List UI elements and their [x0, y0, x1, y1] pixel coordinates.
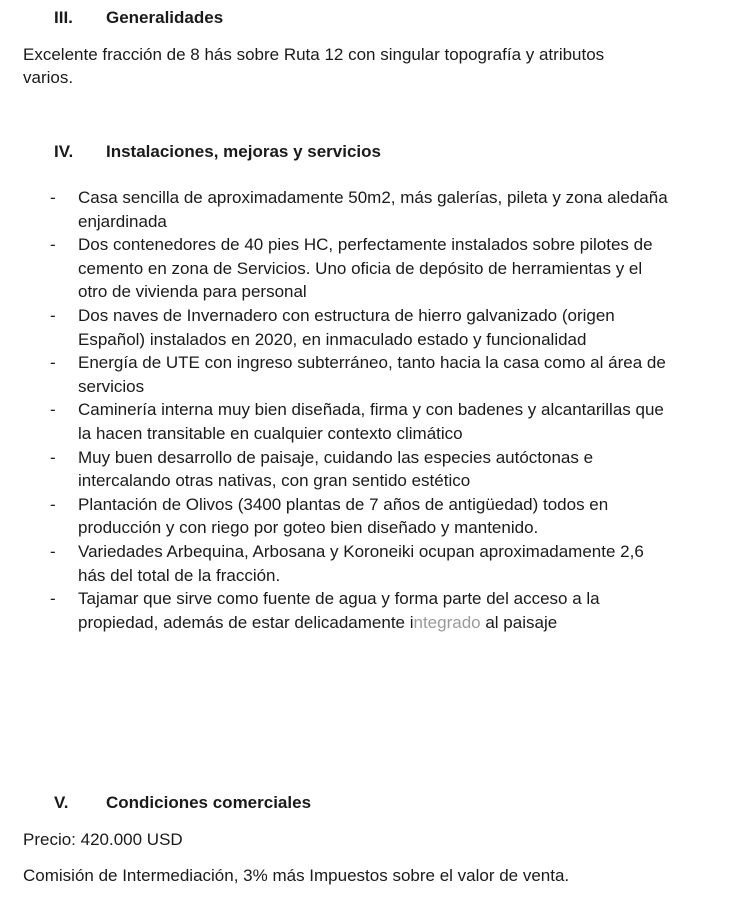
list-item: - Energía de UTE con ingreso subterráneo, tanto hacia la casa como al área de servicios — [50, 353, 666, 396]
section-iii-body: Excelente fracción de 8 hás sobre Ruta 12 con singular topografía y atributos varios. — [23, 45, 605, 87]
price-text: Precio: 420.000 USD — [23, 830, 183, 849]
section-v-number: V. — [54, 793, 69, 812]
list-item: - Dos contenedores de 40 pies HC, perfectamente instalados sobre pilotes de cemento en zona de Servicios. Uno oficia de depósito de herramientas y el otro de vivienda para personal — [50, 235, 653, 302]
bullet-dash: - — [50, 589, 56, 609]
section-iv-title: Instalaciones, mejoras y servicios — [106, 142, 381, 161]
bullet-dash: - — [50, 541, 56, 561]
bullet-dash: - — [50, 353, 56, 373]
list-item: - Caminería interna muy bien diseñada, firma y con badenes y alcantarillas que la hacen transitable en cualquier contexto climático — [50, 400, 664, 443]
bullet-dash: - — [50, 305, 56, 325]
list-item: - Muy buen desarrollo de paisaje, cuidando las especies autóctonas e intercalando otras nativas, con gran sentido estético — [50, 447, 594, 491]
list-item: - Variedades Arbequina, Arbosana y Koroneiki ocupan aproximadamente 2,6 hás del total de la fracción. — [50, 541, 644, 585]
list-item: - Plantación de Olivos (3400 plantas de 7 años de antigüedad) todos en producción y con riego por goteo bien diseñado y mantenido. — [50, 494, 609, 538]
section-v-heading — [54, 792, 311, 814]
list-item: - Tajamar que sirve como fuente de agua y forma parte del acceso a la propiedad, además de estar delicadamente integrado al paisaje — [50, 589, 600, 632]
features-list — [50, 186, 675, 634]
bullet-dash: - — [50, 235, 56, 255]
section-iii-heading — [54, 7, 223, 29]
commission-text: Comisión de Intermediación, 3% más Impuestos sobre el valor de venta. — [23, 866, 570, 885]
list-item: - Dos naves de Invernadero con estructura de hierro galvanizado (origen Español) instalados en 2020, en inmaculado estado y funcionalidad — [50, 305, 615, 349]
section-v-title: Condiciones comerciales — [106, 793, 312, 812]
section-iv-number: IV. — [54, 142, 74, 161]
section-iii-title: Generalidades — [106, 8, 224, 27]
faded-text: ntegrado — [413, 612, 481, 632]
section-iii-number: III. — [54, 8, 73, 27]
section-iv-heading — [54, 141, 381, 163]
bullet-dash: - — [50, 447, 56, 467]
list-item: - Casa sencilla de aproximadamente 50m2, más galerías, pileta y zona aledaña enjardinada — [50, 188, 668, 231]
bullet-dash: - — [50, 494, 56, 514]
bullet-dash: - — [50, 188, 56, 207]
bullet-dash: - — [50, 400, 56, 420]
